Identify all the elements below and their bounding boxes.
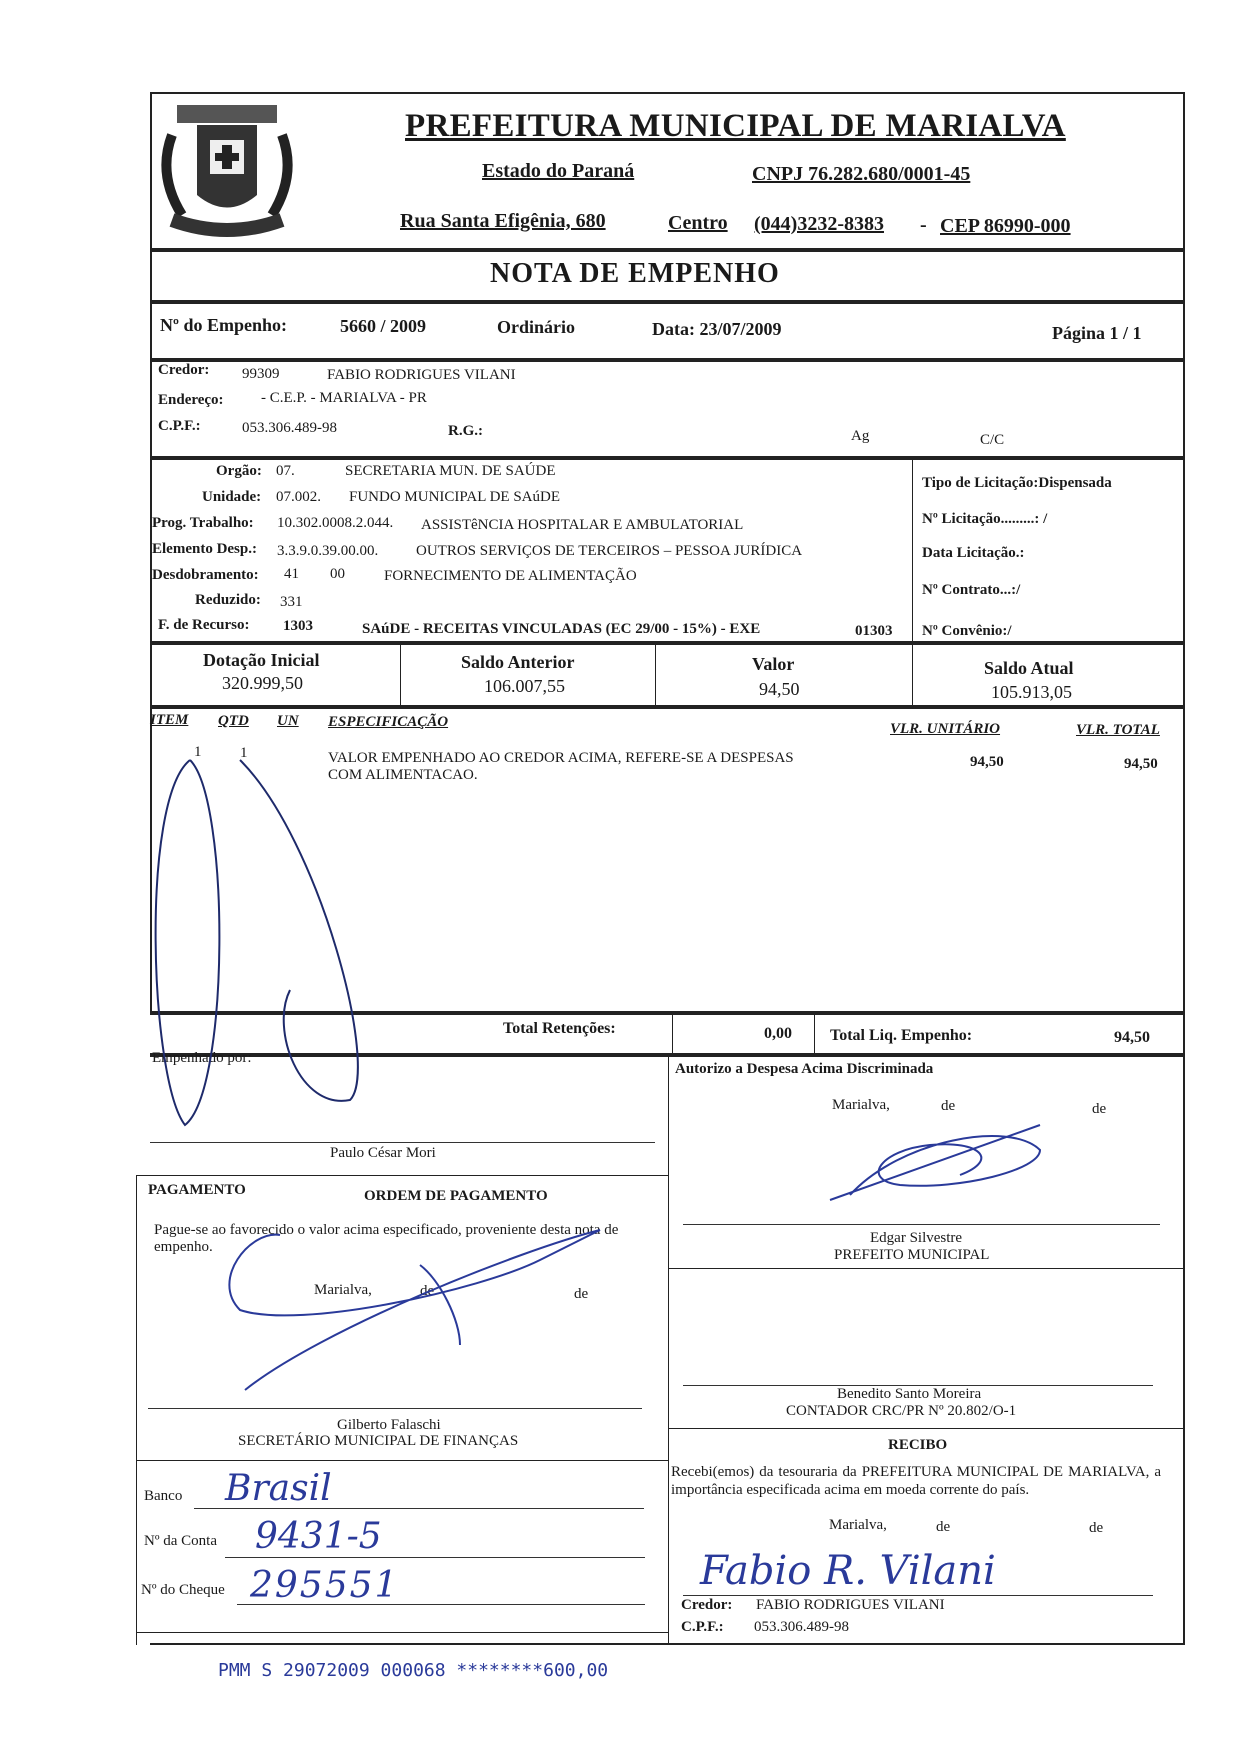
tipo-licitacao: Tipo de Licitação:Dispensada	[922, 475, 1112, 491]
header-title: PREFEITURA MUNICIPAL DE MARIALVA	[405, 108, 1066, 144]
desd-sub: 00	[330, 566, 345, 582]
pagamento-de2: de	[574, 1286, 589, 1302]
totals-box	[150, 1013, 1185, 1055]
bank-bottom	[136, 1632, 668, 1633]
header-dash: -	[920, 214, 927, 236]
autorizo-bottom	[668, 1268, 1185, 1269]
unidade-code: 07.002.	[276, 489, 321, 505]
elem-name: OUTROS SERVIÇOS DE TERCEIROS – PESSOA JURÍDICA	[416, 543, 803, 559]
unidade-name: FUNDO MUNICIPAL DE SAúDE	[349, 489, 560, 505]
contador-role: CONTADOR CRC/PR Nº 20.802/O-1	[786, 1403, 1017, 1419]
prog-label: Prog. Trabalho:	[152, 515, 254, 531]
desd-code: 41	[284, 566, 299, 582]
row-spec-line2: COM ALIMENTACAO.	[328, 767, 478, 783]
row-qtd: 1	[240, 745, 248, 761]
col-item: ITEM	[150, 712, 189, 728]
desd-label: Desdobramento:	[152, 567, 259, 583]
conta-line	[225, 1557, 645, 1558]
fonte-name: SAúDE - RECEITAS VINCULADAS (EC 29/00 - 15%) - EXE	[362, 621, 761, 637]
fonte-num: 01303	[855, 623, 893, 639]
liquido-value: 94,50	[1114, 1029, 1150, 1046]
recibo-de2: de	[1089, 1520, 1104, 1536]
budget-divider	[912, 458, 913, 643]
cpf-label: C.P.F.:	[158, 418, 201, 434]
pagamento-top	[136, 1175, 668, 1176]
valor-label: Valor	[752, 654, 795, 674]
pagamento-de1: de	[420, 1283, 435, 1299]
saldo-anterior-label: Saldo Anterior	[461, 652, 575, 672]
unidade-label: Unidade:	[202, 489, 262, 505]
header-street: Rua Santa Efigênia, 680	[400, 210, 606, 232]
empenho-date: Data: 23/07/2009	[652, 319, 782, 339]
row-item: 1	[194, 744, 202, 760]
conta-label: Nº da Conta	[144, 1533, 217, 1549]
saldo-atual-value: 105.913,05	[991, 682, 1072, 702]
pagamento-label: PAGAMENTO	[148, 1182, 246, 1198]
recibo-de1: de	[936, 1519, 951, 1535]
header-phone: (044)3232-8383	[754, 213, 884, 235]
banco-value: Brasil	[225, 1468, 332, 1509]
credor-name: FABIO RODRIGUES VILANI	[327, 367, 516, 383]
page-number: Página 1 / 1	[1052, 323, 1142, 343]
red-code: 331	[280, 594, 303, 610]
pagamento-place: Marialva,	[314, 1282, 372, 1298]
amount-divider-1	[400, 643, 401, 707]
payment-stamp: PMM S 29072009 000068 ********600,00	[218, 1660, 609, 1681]
totals-divider-1	[672, 1013, 673, 1055]
elem-code: 3.3.9.0.39.00.00.	[277, 543, 379, 559]
cc-label: C/C	[980, 432, 1005, 448]
desd-name: FORNECIMENTO DE ALIMENTAÇÃO	[384, 568, 637, 584]
header-cnpj: CNPJ 76.282.680/0001-45	[752, 163, 971, 185]
rg-label: R.G.:	[448, 423, 483, 439]
municipal-crest	[152, 95, 302, 245]
row-spec-line1: VALOR EMPENHADO AO CREDOR ACIMA, REFERE-SE A DESPESAS	[328, 750, 794, 766]
pagamento-bottom	[136, 1460, 668, 1461]
valor-value: 94,50	[759, 679, 800, 699]
retencoes-value: 0,00	[764, 1025, 792, 1042]
col-spec: ESPECIFICAÇÃO	[328, 714, 449, 730]
address-value: - C.E.P. - MARIALVA - PR	[261, 390, 427, 406]
recibo-signature-line	[683, 1595, 1153, 1596]
orgao-label: Orgão:	[216, 463, 262, 479]
recibo-signature: Fabio R. Vilani	[700, 1548, 996, 1594]
fonte-code: 1303	[283, 618, 313, 634]
prog-code: 10.302.0008.2.044.	[277, 515, 394, 531]
pagamento-name: Gilberto Falaschi	[337, 1417, 441, 1433]
recibo-title: RECIBO	[888, 1437, 948, 1453]
dotacao-value: 320.999,50	[222, 673, 303, 693]
amount-divider-2	[655, 643, 656, 707]
red-label: Reduzido:	[195, 592, 261, 608]
pagamento-left	[136, 1175, 137, 1645]
empenhado-signature-line	[150, 1142, 655, 1143]
autorizo-label: Autorizo a Despesa Acima Discriminada	[675, 1061, 934, 1077]
saldo-atual-label: Saldo Atual	[984, 658, 1074, 678]
doc-title: NOTA DE EMPENHO	[490, 258, 780, 289]
header-district: Centro	[668, 212, 728, 234]
fonte-label: F. de Recurso:	[158, 617, 250, 633]
cheque-label: Nº do Cheque	[141, 1582, 225, 1598]
num-licitacao: Nº Licitação.........: /	[922, 511, 1048, 527]
col-total-value: VLR. TOTAL	[1076, 722, 1160, 738]
credor-box	[150, 360, 1185, 458]
conta-value: 9431-5	[255, 1516, 382, 1557]
contador-bottom	[668, 1428, 1185, 1429]
empenhado-label: Empenhado por:	[152, 1050, 252, 1066]
orgao-name: SECRETARIA MUN. DE SAÚDE	[345, 463, 556, 479]
autorizo-name: Edgar Silvestre	[870, 1230, 963, 1246]
num-contrato: Nº Contrato...:/	[922, 582, 1021, 598]
retencoes-label: Total Retenções:	[503, 1020, 616, 1037]
autorizo-place: Marialva,	[832, 1097, 890, 1113]
totals-divider-2	[814, 1013, 815, 1055]
col-qtd: QTD	[218, 713, 249, 729]
recibo-place: Marialva,	[829, 1517, 887, 1533]
contador-name: Benedito Santo Moreira	[837, 1386, 982, 1402]
lower-divider	[668, 1055, 669, 1645]
empenho-label: Nº do Empenho:	[160, 315, 287, 335]
saldo-anterior-value: 106.007,55	[484, 676, 565, 696]
pagamento-role: SECRETÁRIO MUNICIPAL DE FINANÇAS	[238, 1433, 519, 1449]
recibo-cpf-label: C.P.F.:	[681, 1619, 724, 1635]
empenhado-name: Paulo César Mori	[330, 1145, 436, 1161]
empenho-number: 5660 / 2009	[340, 316, 427, 336]
cpf-value: 053.306.489-98	[242, 420, 337, 436]
row-total-value: 94,50	[1124, 756, 1158, 772]
elem-label: Elemento Desp.:	[152, 541, 257, 557]
autorizo-de2: de	[1092, 1101, 1107, 1117]
row-unit-value: 94,50	[970, 754, 1004, 770]
dotacao-label: Dotação Inicial	[203, 650, 320, 670]
autorizo-signature-line	[683, 1224, 1160, 1225]
ag-label: Ag	[851, 428, 870, 444]
empenho-type: Ordinário	[497, 317, 576, 337]
amount-divider-3	[912, 643, 913, 707]
num-convenio: Nº Convênio:/	[922, 623, 1012, 639]
credor-code: 99309	[242, 366, 280, 382]
autorizo-de1: de	[941, 1098, 956, 1114]
recibo-credor-label: Credor:	[681, 1597, 733, 1613]
recibo-credor: FABIO RODRIGUES VILANI	[756, 1597, 945, 1613]
recibo-text: Recebi(emos) da tesouraria da PREFEITURA MUNICIPAL DE MARIALVA, a importância especificada acima em moeda corrente do país.	[671, 1464, 1161, 1498]
ordem-label: ORDEM DE PAGAMENTO	[364, 1188, 548, 1204]
data-licitacao: Data Licitação.:	[922, 545, 1025, 561]
col-unit-value: VLR. UNITÁRIO	[890, 721, 1001, 737]
prog-name: ASSISTêNCIA HOSPITALAR E AMBULATORIAL	[421, 517, 744, 533]
autorizo-role: PREFEITO MUNICIPAL	[834, 1247, 990, 1263]
header-state: Estado do Paraná	[482, 160, 635, 182]
liquido-label: Total Liq. Empenho:	[830, 1027, 973, 1044]
recibo-cpf: 053.306.489-98	[754, 1619, 849, 1635]
pagamento-signature-line	[148, 1408, 642, 1409]
address-label: Endereço:	[158, 392, 224, 408]
pagamento-text: Pague-se ao favorecido o valor acima especificado, proveniente desta nota de empenho.	[154, 1222, 619, 1255]
header-cep: CEP 86990-000	[940, 215, 1071, 237]
col-un: UN	[277, 713, 299, 729]
banco-label: Banco	[144, 1488, 183, 1504]
cheque-value: 295551	[250, 1565, 400, 1606]
credor-label: Credor:	[158, 362, 210, 378]
orgao-code: 07.	[276, 463, 295, 479]
